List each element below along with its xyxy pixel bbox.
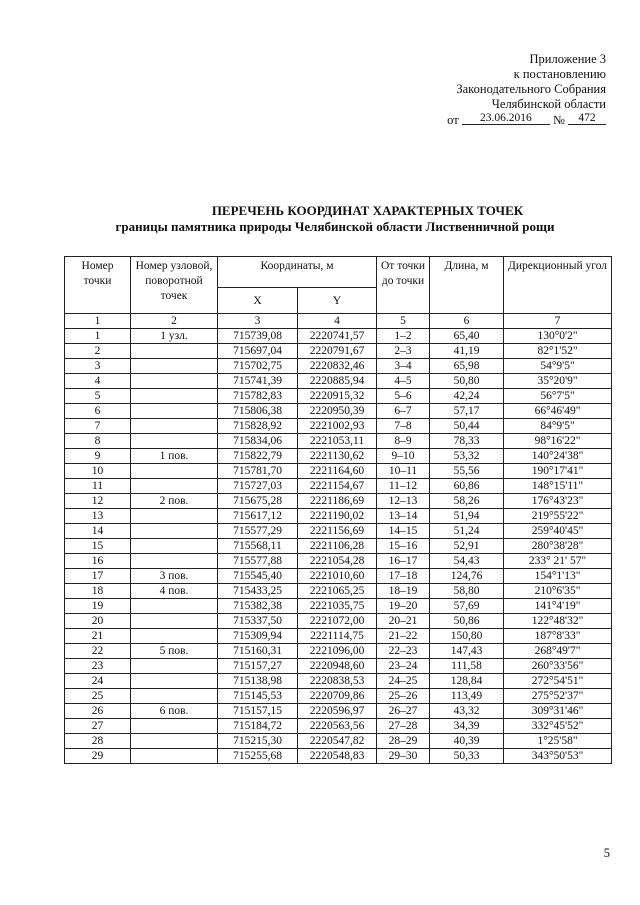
cell-angle: 309°31'46" [504, 704, 612, 719]
cell-segment: 26–27 [377, 704, 430, 719]
cell-point-number: 7 [65, 419, 131, 434]
cell-segment: 15–16 [377, 539, 430, 554]
cell-y: 2220547,82 [298, 734, 377, 749]
cell-point-number: 11 [65, 479, 131, 494]
cell-node-number [131, 434, 218, 449]
cell-point-number: 12 [65, 494, 131, 509]
cell-length: 34,39 [430, 719, 504, 734]
cell-angle: 187°8'33" [504, 629, 612, 644]
cell-angle: 190°17'41" [504, 464, 612, 479]
cell-segment: 6–7 [377, 404, 430, 419]
cell-segment: 17–18 [377, 569, 430, 584]
cell-segment: 29–30 [377, 749, 430, 764]
cell-segment: 27–28 [377, 719, 430, 734]
cell-y: 2221190,02 [298, 509, 377, 524]
cell-x: 715255,68 [218, 749, 298, 764]
cell-point-number: 22 [65, 644, 131, 659]
table-row [65, 704, 612, 719]
cell-node-number [131, 419, 218, 434]
cell-node-number [131, 659, 218, 674]
cell-x: 715138,98 [218, 674, 298, 689]
cell-angle: 272°54'51" [504, 674, 612, 689]
cell-length: 111,58 [430, 659, 504, 674]
header-direction-angle: Дирекционный угол [504, 257, 612, 314]
cell-y: 2220832,46 [298, 359, 377, 374]
coordinates-table [64, 256, 612, 764]
cell-length: 150,80 [430, 629, 504, 644]
cell-y: 2221010,60 [298, 569, 377, 584]
cell-point-number: 14 [65, 524, 131, 539]
cell-segment: 2–3 [377, 344, 430, 359]
table-row [65, 449, 612, 464]
table-row [65, 344, 612, 359]
resolution-date: 23.06.2016 [462, 112, 550, 125]
table-row [65, 554, 612, 569]
cell-x: 715782,83 [218, 389, 298, 404]
cell-length: 50,33 [430, 749, 504, 764]
cell-y: 2221114,75 [298, 629, 377, 644]
cell-length: 58,26 [430, 494, 504, 509]
header-from-to: От точки до точки [377, 257, 430, 314]
cell-x: 715160,31 [218, 644, 298, 659]
cell-x: 715781,70 [218, 464, 298, 479]
cell-node-number: 5 пов. [131, 644, 218, 659]
cell-angle: 210°6'35" [504, 584, 612, 599]
header-length: Длина, м [430, 257, 504, 314]
cell-segment: 7–8 [377, 419, 430, 434]
cell-y: 2220596,97 [298, 704, 377, 719]
cell-segment: 21–22 [377, 629, 430, 644]
table-row [65, 569, 612, 584]
cell-y: 2220915,32 [298, 389, 377, 404]
cell-segment: 28–29 [377, 734, 430, 749]
cell-point-number: 2 [65, 344, 131, 359]
cell-x: 715545,40 [218, 569, 298, 584]
title-main: ПЕРЕЧЕНЬ КООРДИНАТ ХАРАКТЕРНЫХ ТОЧЕК [211, 203, 524, 218]
table-row [65, 359, 612, 374]
cell-point-number: 20 [65, 614, 131, 629]
annex-header [447, 52, 606, 128]
table-row [65, 494, 612, 509]
cell-node-number [131, 389, 218, 404]
cell-y: 2220950,39 [298, 404, 377, 419]
cell-x: 715806,38 [218, 404, 298, 419]
cell-length: 55,56 [430, 464, 504, 479]
annex-line-resolution: к постановлению [513, 67, 606, 81]
cell-point-number: 24 [65, 674, 131, 689]
column-number: 6 [430, 314, 504, 329]
cell-angle: 141°4'19" [504, 599, 612, 614]
cell-x: 715145,53 [218, 689, 298, 704]
header-node-number: Номер узловой, поворотной точек [131, 257, 218, 314]
cell-point-number: 16 [65, 554, 131, 569]
cell-x: 715433,25 [218, 584, 298, 599]
cell-x: 715834,06 [218, 434, 298, 449]
cell-y: 2221054,28 [298, 554, 377, 569]
cell-length: 65,98 [430, 359, 504, 374]
cell-point-number: 26 [65, 704, 131, 719]
cell-y: 2220741,57 [298, 329, 377, 344]
cell-segment: 12–13 [377, 494, 430, 509]
cell-node-number [131, 344, 218, 359]
cell-length: 51,24 [430, 524, 504, 539]
cell-x: 715675,28 [218, 494, 298, 509]
cell-angle: 82°1'52" [504, 344, 612, 359]
table-row [65, 644, 612, 659]
cell-segment: 5–6 [377, 389, 430, 404]
column-number: 5 [377, 314, 430, 329]
cell-y: 2221186,69 [298, 494, 377, 509]
annex-title: Приложение 3 [529, 52, 606, 66]
table-row [65, 599, 612, 614]
header-point-number: Номер точки [65, 257, 131, 314]
cell-x: 715568,11 [218, 539, 298, 554]
cell-y: 2221002,93 [298, 419, 377, 434]
cell-point-number: 17 [65, 569, 131, 584]
table-row [65, 629, 612, 644]
cell-x: 715577,29 [218, 524, 298, 539]
column-number: 1 [65, 314, 131, 329]
cell-y: 2220563,56 [298, 719, 377, 734]
header-y: Y [298, 288, 377, 314]
cell-angle: 268°49'7" [504, 644, 612, 659]
cell-node-number [131, 554, 218, 569]
table-row [65, 329, 612, 344]
cell-length: 78,33 [430, 434, 504, 449]
cell-x: 715617,12 [218, 509, 298, 524]
cell-length: 50,86 [430, 614, 504, 629]
cell-node-number [131, 749, 218, 764]
cell-angle: 1°25'58" [504, 734, 612, 749]
cell-length: 57,69 [430, 599, 504, 614]
cell-y: 2220548,83 [298, 749, 377, 764]
cell-node-number: 1 узл. [131, 329, 218, 344]
cell-segment: 9–10 [377, 449, 430, 464]
cell-x: 715697,04 [218, 344, 298, 359]
cell-angle: 54°9'5" [504, 359, 612, 374]
cell-point-number: 25 [65, 689, 131, 704]
page-number: 5 [603, 846, 610, 860]
cell-segment: 3–4 [377, 359, 430, 374]
table-row [65, 734, 612, 749]
table-row [65, 524, 612, 539]
cell-x: 715215,30 [218, 734, 298, 749]
cell-y: 2221154,67 [298, 479, 377, 494]
column-number: 7 [504, 314, 612, 329]
document-title [0, 203, 640, 235]
cell-length: 124,76 [430, 569, 504, 584]
cell-length: 58,80 [430, 584, 504, 599]
cell-point-number: 1 [65, 329, 131, 344]
cell-length: 52,91 [430, 539, 504, 554]
header-coordinates: Координаты, м [218, 257, 377, 288]
cell-x: 715157,15 [218, 704, 298, 719]
cell-length: 41,19 [430, 344, 504, 359]
cell-segment: 20–21 [377, 614, 430, 629]
cell-node-number [131, 734, 218, 749]
cell-y: 2220791,67 [298, 344, 377, 359]
cell-length: 128,84 [430, 674, 504, 689]
cell-point-number: 9 [65, 449, 131, 464]
column-number: 4 [298, 314, 377, 329]
cell-node-number [131, 629, 218, 644]
cell-angle: 56°7'5" [504, 389, 612, 404]
cell-angle: 260°33'56" [504, 659, 612, 674]
cell-angle: 275°52'37" [504, 689, 612, 704]
cell-angle: 140°24'38" [504, 449, 612, 464]
table-row [65, 509, 612, 524]
cell-length: 50,80 [430, 374, 504, 389]
cell-x: 715309,94 [218, 629, 298, 644]
cell-angle: 280°38'28" [504, 539, 612, 554]
cell-x: 715157,27 [218, 659, 298, 674]
cell-angle: 66°46'49" [504, 404, 612, 419]
cell-point-number: 23 [65, 659, 131, 674]
cell-y: 2221053,11 [298, 434, 377, 449]
cell-node-number [131, 509, 218, 524]
cell-node-number: 1 пов. [131, 449, 218, 464]
cell-node-number: 6 пов. [131, 704, 218, 719]
cell-angle: 176°43'23" [504, 494, 612, 509]
cell-node-number [131, 524, 218, 539]
cell-point-number: 28 [65, 734, 131, 749]
cell-point-number: 10 [65, 464, 131, 479]
cell-segment: 10–11 [377, 464, 430, 479]
cell-point-number: 27 [65, 719, 131, 734]
cell-point-number: 21 [65, 629, 131, 644]
cell-length: 51,94 [430, 509, 504, 524]
table-row [65, 479, 612, 494]
cell-point-number: 5 [65, 389, 131, 404]
date-label: от [447, 113, 459, 127]
cell-point-number: 29 [65, 749, 131, 764]
cell-x: 715739,08 [218, 329, 298, 344]
cell-x: 715184,72 [218, 719, 298, 734]
cell-angle: 122°48'32" [504, 614, 612, 629]
cell-node-number: 3 пов. [131, 569, 218, 584]
cell-length: 50,44 [430, 419, 504, 434]
cell-segment: 8–9 [377, 434, 430, 449]
table-row [65, 464, 612, 479]
annex-line-region: Челябинской области [491, 97, 606, 111]
table-row [65, 539, 612, 554]
cell-y: 2221130,62 [298, 449, 377, 464]
cell-y: 2221065,25 [298, 584, 377, 599]
header-x: X [218, 288, 298, 314]
cell-angle: 84°9'5" [504, 419, 612, 434]
table-row [65, 389, 612, 404]
table-row [65, 674, 612, 689]
cell-x: 715741,39 [218, 374, 298, 389]
cell-length: 40,39 [430, 734, 504, 749]
table-row [65, 374, 612, 389]
cell-length: 65,40 [430, 329, 504, 344]
cell-length: 53,32 [430, 449, 504, 464]
cell-length: 57,17 [430, 404, 504, 419]
cell-node-number: 4 пов. [131, 584, 218, 599]
cell-point-number: 8 [65, 434, 131, 449]
cell-segment: 22–23 [377, 644, 430, 659]
cell-y: 2221106,28 [298, 539, 377, 554]
cell-point-number: 15 [65, 539, 131, 554]
cell-node-number [131, 599, 218, 614]
cell-angle: 148°15'11" [504, 479, 612, 494]
cell-length: 147,43 [430, 644, 504, 659]
table-row [65, 659, 612, 674]
cell-angle: 98°16'22" [504, 434, 612, 449]
cell-x: 715337,50 [218, 614, 298, 629]
cell-angle: 130°0'2" [504, 329, 612, 344]
cell-node-number [131, 464, 218, 479]
cell-node-number [131, 689, 218, 704]
table-body [65, 329, 612, 764]
number-label: № [552, 113, 565, 127]
cell-length: 60,86 [430, 479, 504, 494]
cell-segment: 24–25 [377, 674, 430, 689]
cell-node-number [131, 404, 218, 419]
cell-y: 2220885,94 [298, 374, 377, 389]
cell-node-number: 2 пов. [131, 494, 218, 509]
table-row [65, 719, 612, 734]
cell-y: 2221035,75 [298, 599, 377, 614]
table-row [65, 689, 612, 704]
cell-node-number [131, 539, 218, 554]
column-number: 3 [218, 314, 298, 329]
cell-x: 715822,79 [218, 449, 298, 464]
cell-angle: 233° 21' 57" [504, 554, 612, 569]
cell-segment: 25–26 [377, 689, 430, 704]
cell-angle: 219°55'22" [504, 509, 612, 524]
cell-angle: 343°50'53" [504, 749, 612, 764]
cell-y: 2221156,69 [298, 524, 377, 539]
cell-node-number [131, 374, 218, 389]
table-row [65, 434, 612, 449]
cell-point-number: 6 [65, 404, 131, 419]
cell-x: 715727,03 [218, 479, 298, 494]
cell-y: 2220948,60 [298, 659, 377, 674]
cell-node-number [131, 359, 218, 374]
cell-segment: 13–14 [377, 509, 430, 524]
cell-x: 715577,88 [218, 554, 298, 569]
cell-point-number: 19 [65, 599, 131, 614]
cell-node-number [131, 614, 218, 629]
table-row [65, 614, 612, 629]
cell-point-number: 18 [65, 584, 131, 599]
cell-y: 2221096,00 [298, 644, 377, 659]
cell-node-number [131, 719, 218, 734]
cell-point-number: 13 [65, 509, 131, 524]
cell-segment: 4–5 [377, 374, 430, 389]
table-row [65, 419, 612, 434]
cell-y: 2221164,60 [298, 464, 377, 479]
column-number-row [65, 314, 612, 329]
cell-segment: 23–24 [377, 659, 430, 674]
cell-length: 113,49 [430, 689, 504, 704]
cell-angle: 332°45'52" [504, 719, 612, 734]
cell-segment: 19–20 [377, 599, 430, 614]
cell-angle: 35°20'9" [504, 374, 612, 389]
resolution-number: 472 [568, 112, 606, 125]
cell-angle: 259°40'45" [504, 524, 612, 539]
cell-segment: 18–19 [377, 584, 430, 599]
cell-node-number [131, 674, 218, 689]
cell-length: 43,32 [430, 704, 504, 719]
annex-line-assembly: Законодательного Собрания [456, 82, 606, 96]
cell-point-number: 3 [65, 359, 131, 374]
cell-angle: 154°1'13" [504, 569, 612, 584]
cell-x: 715702,75 [218, 359, 298, 374]
table-row [65, 749, 612, 764]
table-row [65, 584, 612, 599]
cell-x: 715828,92 [218, 419, 298, 434]
cell-y: 2220709,86 [298, 689, 377, 704]
cell-segment: 16–17 [377, 554, 430, 569]
annex-date-line [447, 113, 606, 128]
cell-length: 42,24 [430, 389, 504, 404]
cell-segment: 11–12 [377, 479, 430, 494]
cell-x: 715382,38 [218, 599, 298, 614]
cell-y: 2221072,00 [298, 614, 377, 629]
header-row [65, 257, 612, 288]
table-row [65, 404, 612, 419]
cell-point-number: 4 [65, 374, 131, 389]
cell-y: 2220838,53 [298, 674, 377, 689]
cell-segment: 1–2 [377, 329, 430, 344]
cell-length: 54,43 [430, 554, 504, 569]
title-subtitle: границы памятника природы Челябинской области Лиственничной рощи [115, 219, 555, 234]
column-number: 2 [131, 314, 218, 329]
cell-segment: 14–15 [377, 524, 430, 539]
cell-node-number [131, 479, 218, 494]
